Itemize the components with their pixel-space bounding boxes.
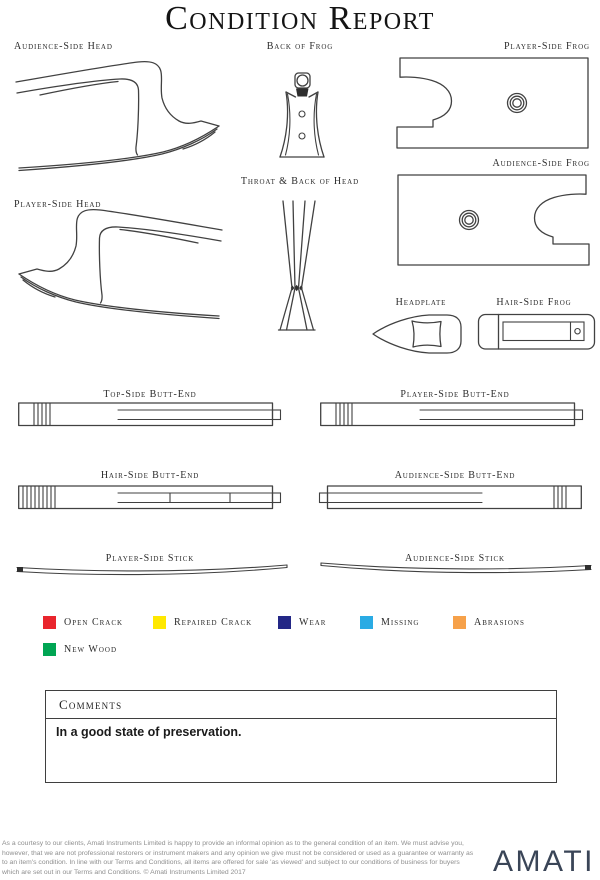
label-throat-back-of-head: Throat & Back of Head: [240, 176, 360, 187]
comments-text: In a good state of preservation.: [56, 725, 242, 739]
back-of-frog-drawing: [272, 62, 332, 162]
label-hair-side-frog: Hair-Side Frog: [496, 297, 572, 308]
comments-heading: Comments: [46, 691, 556, 719]
label-hair-side-butt-end: Hair-Side Butt-End: [100, 470, 200, 481]
headplate-drawing: [371, 310, 467, 358]
audience-side-frog-drawing: [394, 173, 592, 267]
label-player-side-head: Player-Side Head: [14, 199, 102, 210]
legend-item-abrasions: [453, 616, 525, 629]
label-audience-side-frog: Audience-Side Frog: [492, 158, 590, 169]
legend-label: Abrasions: [474, 617, 525, 628]
hair-side-frog-drawing: [477, 312, 597, 352]
player-side-frog-drawing: [394, 56, 592, 150]
new-wood-swatch: [43, 643, 56, 656]
label-player-side-butt-end: Player-Side Butt-End: [400, 389, 510, 400]
label-back-of-frog: Back of Frog: [266, 41, 334, 52]
player-side-stick-drawing: [14, 562, 290, 578]
comments-box: [45, 690, 557, 783]
abrasions-swatch: [453, 616, 466, 629]
player-side-butt-end-drawing: [320, 400, 584, 428]
legend-label: Repaired Crack: [174, 617, 253, 628]
audience-side-head-drawing: [8, 57, 228, 175]
page-title: Condition Report: [165, 0, 435, 37]
wear-swatch: [278, 616, 291, 629]
top-side-butt-end-drawing: [18, 400, 282, 428]
legend-label: Missing: [381, 617, 420, 628]
legend-label: Wear: [299, 617, 327, 628]
label-top-side-butt-end: Top-Side Butt-End: [103, 389, 197, 400]
label-headplate: Headplate: [395, 297, 447, 308]
legend-item-repaired-crack: [153, 616, 252, 629]
repaired-crack-swatch: [153, 616, 166, 629]
audience-side-stick-drawing: [318, 560, 594, 576]
legend-label: New Wood: [64, 644, 118, 655]
missing-swatch: [360, 616, 373, 629]
audience-side-butt-end-drawing: [318, 483, 582, 511]
amati-logo: AMATI: [493, 845, 595, 878]
hair-side-butt-end-drawing: [18, 483, 282, 511]
label-audience-side-head: Audience-Side Head: [14, 41, 113, 52]
label-audience-side-stick: Audience-Side Stick: [405, 553, 505, 564]
legend-item-new-wood: [43, 643, 117, 656]
label-player-side-stick: Player-Side Stick: [105, 553, 195, 564]
legend-item-wear: [278, 616, 326, 629]
label-player-side-frog: Player-Side Frog: [503, 41, 590, 52]
disclaimer-text: As a courtesy to our clients, Amati Instruments Limited is happy to provide an informal opinion as to the general condition of an item. We must advise you, however, that we are not professional restorers or instrument makers and any opinion we give must not be considered or used as a guarantee or warranty as to an item's condition. In line with our Terms and Conditions, all items are offered for sale 'as viewed' and subject to our conditions of business for buyers which are set out in our Terms and Conditions. © Amati Instruments Limited 2017: [2, 840, 474, 876]
player-side-head-drawing: [10, 205, 230, 323]
legend-item-open-crack: [43, 616, 123, 629]
label-audience-side-butt-end: Audience-Side Butt-End: [394, 470, 516, 481]
open-crack-swatch: [43, 616, 56, 629]
throat-back-of-head-drawing: [263, 192, 337, 342]
legend-label: Open Crack: [64, 617, 124, 628]
legend-item-missing: [360, 616, 419, 629]
